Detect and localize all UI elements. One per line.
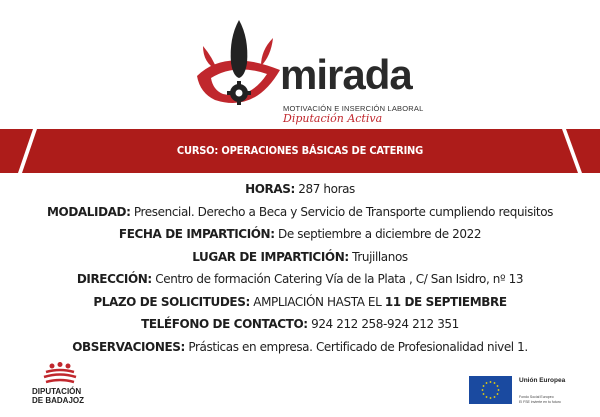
detail-location [0,246,600,269]
detail-value: AMPLIACIÓN HASTA EL [249,294,385,309]
eu-slogan: El FSE invierte en tu futuro [519,400,561,404]
detail-deadline [0,291,600,314]
detail-address [0,268,600,291]
crown-icon [40,362,80,386]
diputacion-line1: DIPUTACIÓN [32,387,82,396]
eye-logo-icon [195,18,285,118]
detail-hours [0,178,600,201]
logo-subtitle: MOTIVACIÓN E INSERCIÓN LABORAL [283,104,424,113]
course-banner [0,129,600,173]
detail-label: OBSERVACIONES: [72,339,185,354]
detail-value: De septiembre a diciembre de 2022 [274,227,482,241]
detail-notes [0,336,600,359]
diputacion-badajoz-logo [28,362,88,412]
logo-tagline: Diputación Activa [283,112,383,125]
mirada-logo [195,18,425,125]
detail-modality [0,201,600,224]
deadline-date: 11 DE SEPTIEMBRE [384,294,507,309]
course-details [0,178,600,358]
detail-value: 287 horas [294,182,355,196]
detail-value: Centro de formación Catering Vía de la Plata , C/ San Isidro, nº 13 [151,272,524,286]
detail-label: MODALIDAD: [46,204,131,219]
logo-wordmark: mirada [280,51,412,98]
detail-label: FECHA DE IMPARTICIÓN: [118,227,275,241]
diputacion-line2: DE BADAJOZ [32,396,85,405]
detail-label: LUGAR DE IMPARTICIÓN: [192,249,349,264]
eu-flag-icon [469,376,512,404]
detail-phone [0,313,600,336]
eu-title: Unión Europea [519,377,566,384]
detail-value: 924 212 258-924 212 351 [307,317,459,331]
detail-value: Trujillanos [348,249,408,264]
detail-label: TELÉFONO DE CONTACTO: [141,317,308,331]
detail-value: Prásticas en empresa. Certificado de Profesionalidad nivel 1. [184,339,528,354]
detail-label: HORAS: [245,182,295,196]
detail-dates [0,223,600,246]
course-title: CURSO: OPERACIONES BÁSICAS DE CATERING [176,144,424,157]
detail-value: Presencial. Derecho a Beca y Servicio de Transporte cumpliendo requisitos [130,204,553,219]
eu-fund-name: Fondo Social Europeo [519,395,554,399]
detail-label: PLAZO DE SOLICITUDES: [93,294,250,309]
detail-label: DIRECCIÓN: [76,272,152,286]
